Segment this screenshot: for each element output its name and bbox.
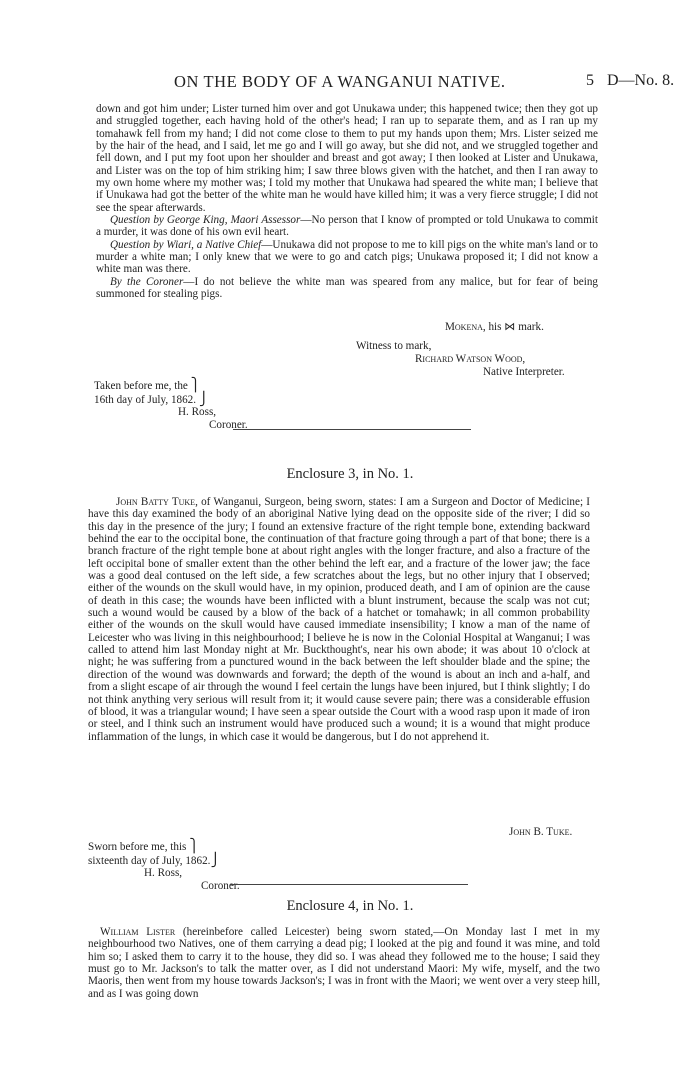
divider-rule: [230, 884, 468, 885]
question-label: Question by Wiari, a Native Chief: [110, 238, 262, 251]
enclosure-3-heading: Enclosure 3, in No. 1.: [286, 466, 414, 482]
coroner-title: Coroner.: [201, 879, 240, 892]
deposition-continuation: [96, 103, 598, 301]
question-wiari: [96, 239, 598, 276]
enclosure-3-text: [88, 496, 590, 743]
coroner-title: Coroner.: [209, 418, 248, 431]
sworn-before-block: [88, 840, 240, 892]
sworn-line-1: Sworn before me, this: [88, 841, 187, 853]
brace-icon: ⎫: [190, 377, 201, 392]
paragraph: [88, 496, 590, 743]
running-title: ON THE BODY OF A WANGANUI NATIVE.: [174, 72, 506, 91]
page-header: [0, 72, 700, 94]
witness-role: Native Interpreter.: [483, 366, 565, 378]
mark-name: Mokena,: [445, 321, 486, 333]
deponent-name: John Batty Tuke: [116, 496, 196, 508]
deposition-text: , of Wanganui, Surgeon, being sworn, states: I am a Surgeon and Doctor of Medicine; I have this day examined the body of an aboriginal Native lying dead on the opposite side of the river; I did so this day in the presence of the jury; I found an extensive fracture of the right temple bone, extending backward behind the ear to the occipital bone, the continuation of that fracture going through a part of that bone; there is a branch fracture of the right temple bone at about right angles with the longer fracture, and also a fracture of the left occipital bone of smaller extent than the other behind the left ear, and a fracture of the lower jaw; the face was a good deal contused on the left side, a few scratches about the legs, but no other injury that I observed; either of the wounds on the skull would have, in my opinion, produced death, and I am of opinion are the cause of death in this case; the wounds have been inflicted with a blunt instrument, because the scalp was not cut; such a wound would be caused by a blow of the back of a hatchet or tomahawk; in all common probability either of the wounds on the skull would have caused immediate insensibility; I know a man of the name of Leicester who was living in this neighbourhood; I believe he is now in the Colonial Hospital at Wanganui; I was called to attend him last Monday night at Mr. Buckthought's, near his own abode; it was about 10 o'clock at night; he was suffering from a punctured wound in the back between the left shoulder blade and the spine; the direction of the wound was downwards and forward; the depth of the wound is about an inch and a-half, and from a slight escape of air through the wound I feel certain the lungs have been injured, but I think slightly; I do not think anything very serious will result from it; it would cause severe pain; there was a considerable effusion of blood, it was a triangular wound; I have seen a spear outside the Court with a wood rasp upon it made of iron or steel, and I think such an instrument would have produced such a wound; it is a wound that might produce inflammation of the lungs, in which case it would be dangerous, but I do not apprehend it.: [88, 496, 590, 743]
paragraph: [88, 926, 600, 1000]
sworn-line-2: sixteenth day of July, 1862.: [88, 854, 211, 867]
deposition-text: (hereinbefore called Leicester) being sworn stated,—On Monday last I met in my neighbourhood two Natives, one of them carrying a dead pig; I looked at the pig and found it was mine, and told him so; I asked them to carry it to the house, they did so. I was ahead they followed me to the house; I said they must go to Mr. Jackson's to talk the matter over, as I did not understand Maori: My wife, myself, and the two Maoris, then went from my house towards Jackson's; I was in front with the Maori; we went over a very steep hill, and as I was going down: [88, 926, 600, 1000]
question-label: Question by George King, Maori Assessor: [110, 214, 301, 227]
mark-line: [445, 321, 544, 334]
witness-name: Richard Watson Wood,: [415, 353, 526, 365]
enclosure-4-text: [88, 926, 600, 1000]
brace-icon: ⎭: [210, 851, 221, 867]
document-reference: D—No. 8.: [607, 72, 675, 89]
question-text: —I do not believe the white man was speared from any malice, but for fear of being summoned for stealing pigs.: [96, 275, 598, 301]
brace-icon: ⎫: [189, 838, 199, 853]
enclosure-4-heading: Enclosure 4, in No. 1.: [286, 898, 414, 914]
brace-icon: ⎭: [198, 390, 209, 406]
question-label: By the Coroner: [110, 275, 184, 288]
deponent-name: William Lister: [100, 926, 176, 938]
taken-before-block: [94, 379, 248, 431]
taken-line-2: 16th day of July, 1862.: [94, 393, 197, 406]
question-text: —No person that I know of prompted or told Unukawa to commit a murder, it was done of his own evil heart.: [96, 214, 599, 239]
taken-line-1: Taken before me, the: [94, 380, 188, 392]
divider-rule: [233, 429, 471, 430]
coroner-name: H. Ross,: [178, 406, 217, 418]
question-coroner: [96, 276, 598, 301]
paragraph: down and got him under; Lister turned him over and got Unukawa under; this happened twice; then they got up and struggled together, each having hold of the other's head; I ran up to separate them, and as I ran up my tomahawk fell from my hand; I did not come close to them to put my hands upon them; Mrs. Lister seized me by the hair of the head, and I said, let me go and I will go away, but she did not, and we struggled together and fell down, and I put my foot upon her shoulder and breast and got away; I then looked at Lister and Unukawa, and Lister was on the top of him striking him; I saw three blows given with the hatchet, and then I ran away to my own home where my mother was; I told my mother that Unukawa had speared the white man; I believe that if Unukawa had got the better of the white man he would have killed him; it was a very fierce struggle; I did not see the spear afterwards.: [96, 103, 598, 214]
surgeon-signature: John B. Tuke.: [509, 826, 573, 838]
witness-line: Witness to mark,: [356, 340, 432, 352]
coroner-name: H. Ross,: [144, 867, 183, 879]
question-george-king: [96, 214, 598, 239]
mark-text: his ⋈ mark.: [488, 321, 544, 333]
question-text: —Unukawa did not propose to me to kill pigs on the white man's land or to murder a white man; I only knew that we were to go and catch pigs; Unukawa proposed it; I did not know a white man was there.: [96, 238, 598, 276]
page-number: 5: [586, 72, 594, 89]
